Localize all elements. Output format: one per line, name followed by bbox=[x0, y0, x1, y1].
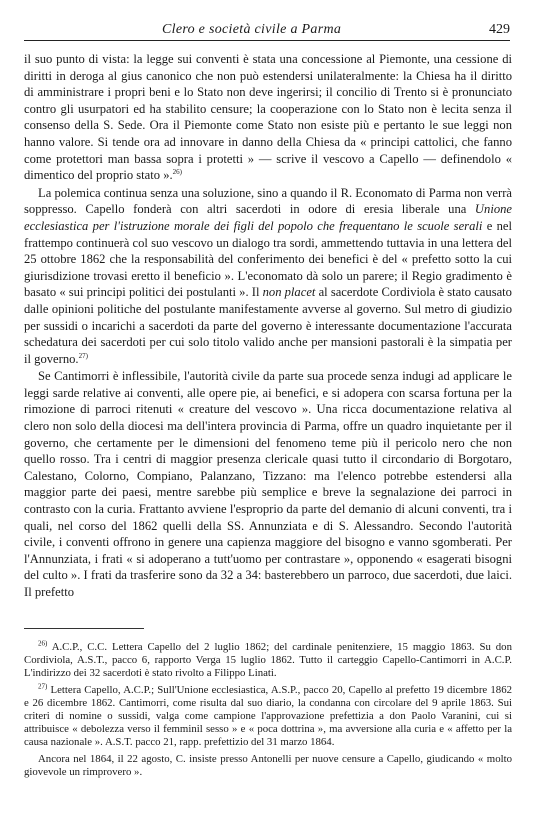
paragraph-3 bbox=[24, 368, 512, 600]
footnote-ref-26: 26) bbox=[172, 167, 182, 176]
page-number: 429 bbox=[489, 22, 510, 37]
paragraph-2 bbox=[24, 185, 512, 368]
footnote-27-continued bbox=[24, 753, 512, 779]
footnote-27-mark: 27) bbox=[38, 682, 48, 691]
paragraph-1 bbox=[24, 51, 512, 184]
running-header bbox=[24, 22, 510, 41]
footnote-27-text: Lettera Capello, A.C.P.; Sull'Unione ecclesiastica, A.S.P., pacco 20, Capello al prefetto 19 dicembre 1862 e 26 dicembre 1862. Cantimorri, come risulta dal suo diario, la condanna con circolare del 9 aprile 1863. Sui criteri di nomine o sussidi, valga come campione l'approvazione prefettizia a don Paolo Varanini, cui si attribuisce « debolezza verso il femminil sesso » e « poca dottrina », ma avversione alla curia e « affetto per la causa nazionale ». A.S.T. pacco 21, rapp. prefettizio del 31 marzo 1864. bbox=[24, 683, 512, 749]
union-name: Unione ecclesiastica per l'istruzione morale dei figli del popolo che frequentano le scuole serali bbox=[24, 202, 512, 233]
footnote-27 bbox=[24, 684, 512, 750]
paragraph-3-text: Se Cantimorri è inflessibile, l'autorità civile da parte sua procede senza indugi ad applicare le leggi sarde relative ai conventi, alle opere pie, ai benefici, e si adopera con scarsa fortuna per la rimozione di parroci ritenuti « creature del vescovo ». Una ricca documentazione relativa al clero non solo della diocesi ma dell'intera provincia di Parma, offre un quadro inquietante per il governo, che certamente per le dimensioni del fenomeno teme più il pericolo nero che non quello rosso. Tra i centri di maggior presenza clericale quasi tutto il circondario di Borgotaro, Calestano, Colorno, Compiano, Palanzano, Tizzano: ma l'elenco potrebbe estendersi alla maggior parte dei paesi, mentre sarebbe più semplice e breve la segnalazione dei parroci in contrasto con la curia. Frattanto avviene l'esproprio da parte del demanio di alcuni conventi, tra i quali, nel corso del 1862 quelli della SS. Annunziata e di S. Alessandro. Secondo l'autorità civile, i conventi offrono in genere una capienza maggiore del bisogno e vanno sgomberati. Per l'Annunziata, i frati « si adoperano a tutt'uomo per contrastare », opponendo « esagerati bisogni del culto ». I frati da trasferire sono da 32 a 34: basterebbero un parroco, due sacerdoti, due laici. Il prefetto bbox=[24, 369, 512, 599]
paragraph-1-text: il suo punto di vista: la legge sui conventi è stata una concessione al Piemonte, una cessione di diritti in deroga al gius canonico che non può estendersi unilateralmente: la Chiesa ha il diritto di amministrare i propri beni e lo Stato non deve ingerirsi; il concilio di Trento si è pronunciato contro gli usurpatori ed ha stabilito censure; la cooperazione con lo Stato non è lecita senza il consenso della S. Sede. Ora il Piemonte come Stato non esiste più e pertanto le sue leggi non hanno valore. Si tende ora ad innovare in danno della Chiesa da « principi cattolici, che fanno come protettori man bassa sopra i protetti » — scrive il vescovo a Capello — definendolo « dimentico del proprio stato ». bbox=[24, 52, 512, 183]
paragraph-2-text-c: al sacerdote Cordiviola è stato causato dalle opinioni politiche del postulante manifestamente avverse al governo. Sul metro di giudizio per sussidi o incarichi a sacerdoti da parte del governo è interessante documentazione l'accurata schedatura dei sacerdoti per cui solo titolo valido anche per mansioni pastorali è la simpatia per il governo. bbox=[24, 285, 512, 366]
footnote-26-text: A.C.P., C.C. Lettera Capello del 2 luglio 1862; del cardinale penitenziere, 15 maggio 1863. Su don Cordiviola, A.S.T., pacco 6, rapporto Verga 15 luglio 1862. Tutto il carteggio Capello-Cantimorri in A.C.P. L'indirizzo dei 32 sacerdoti è stato rivolto a Filippo Linati. bbox=[24, 641, 512, 680]
footnotes bbox=[24, 641, 512, 782]
footnote-ref-27: 27) bbox=[78, 351, 88, 360]
main-text bbox=[24, 51, 512, 601]
running-title: Clero e società civile a Parma bbox=[162, 22, 342, 37]
footnote-27b-text: Ancora nel 1864, il 22 agosto, C. insiste presso Antonelli per nuove censure a Capello, giudicando « molto giovevole un rimprovero ». bbox=[24, 752, 512, 778]
footnote-rule bbox=[24, 628, 144, 629]
non-placet: non placet bbox=[262, 285, 316, 300]
footnote-26 bbox=[24, 641, 512, 681]
footnote-26-mark: 26) bbox=[38, 639, 48, 648]
paragraph-2-text-b: e nel frattempo continuerà col suo vescovo un dialogo tra sordi, ammettendo tuttavia in una lettera del 25 ottobre 1862 che la responsabilità del conferimento dei benefici è del « prefetto sotto la cui giurisdizione trovasi eretto il beneficio ». L'economato dà solo un parere; il Regio gradimento è basato « sui principi politici dei postulanti ». Il bbox=[24, 218, 512, 300]
paragraph-2-text-a: La polemica continua senza una soluzione, sino a quando il R. Economato di Parma non verrà soppresso. Capello fonderà con altri sacerdoti in odore di eresia liberale una bbox=[24, 185, 512, 217]
